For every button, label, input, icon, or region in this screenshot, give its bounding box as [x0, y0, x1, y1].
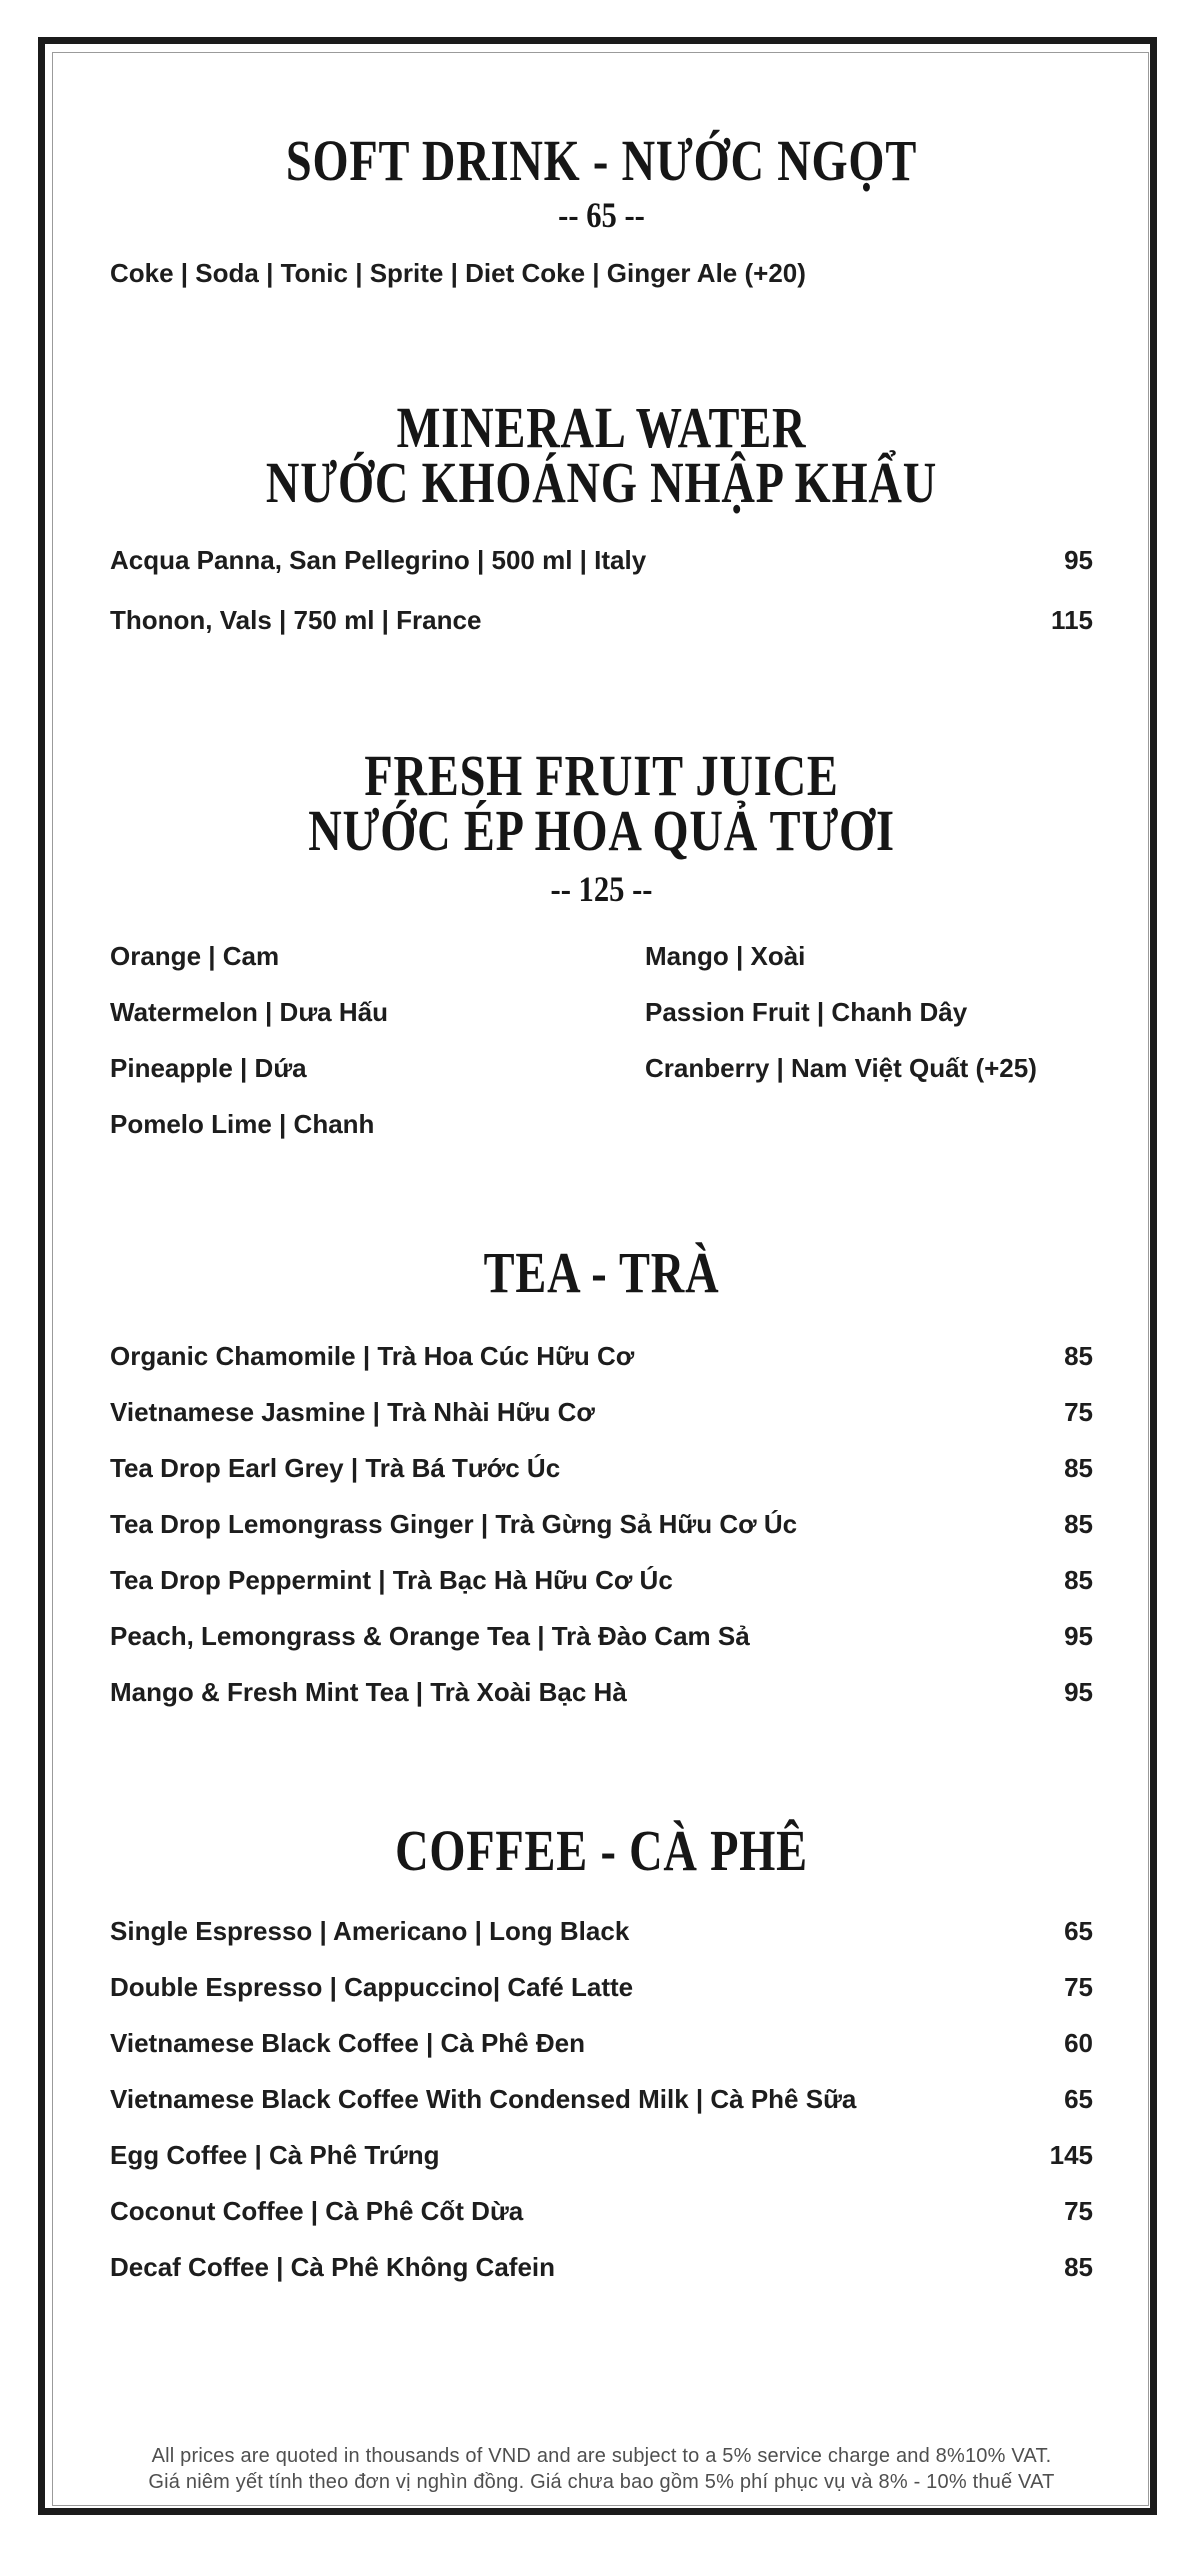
menu-item-price: 85 [1064, 1565, 1093, 1595]
section-title-mineral-water [208, 395, 994, 515]
section-title-coffee: COFFEE - CÀ PHÊ [395, 1818, 808, 1883]
section-title-fresh-fruit-juice [208, 743, 994, 863]
menu-item [110, 1395, 1093, 1429]
menu-item-price: 75 [1064, 1397, 1093, 1427]
section-mineral-water [110, 395, 1093, 637]
title-line-en: MINERAL WATER [396, 395, 807, 460]
menu-item-price: 65 [1064, 2084, 1093, 2114]
menu-item-name: Acqua Panna, San Pellegrino | 500 ml | Italy [110, 545, 647, 575]
section-price-note: -- 125 -- [550, 869, 653, 909]
footer-note [110, 2443, 1093, 2495]
menu-item-name: Watermelon | Dưa Hấu [110, 997, 388, 1027]
menu-item [110, 543, 1093, 577]
menu-item-name: Thonon, Vals | 750 ml | France [110, 605, 482, 635]
menu-item-price: 75 [1064, 1972, 1093, 2002]
menu-item-name: Pomelo Lime | Chanh [110, 1109, 375, 1139]
menu-item-name: Double Espresso | Cappuccino| Café Latte [110, 1972, 634, 2002]
menu-item-name: Tea Drop Earl Grey | Trà Bá Tước Úc [110, 1453, 561, 1483]
menu-item-name: Tea Drop Peppermint | Trà Bạc Hà Hữu Cơ Úc [110, 1565, 673, 1595]
juice-cell-empty [645, 1107, 1093, 1141]
section-fresh-fruit-juice [110, 743, 1093, 1141]
menu-item-name: Passion Fruit | Chanh Dây [645, 997, 968, 1027]
title-line-vi: NƯỚC ÉP HOA QUẢ TƯƠI [308, 798, 895, 863]
menu-item [110, 2138, 1093, 2172]
menu-items [110, 543, 1093, 637]
section-coffee [110, 1818, 1093, 2284]
menu-items [110, 1914, 1093, 2284]
menu-item-price: 85 [1064, 2252, 1093, 2282]
menu-item-price: 115 [1051, 605, 1093, 635]
section-price-note: -- 65 -- [558, 195, 645, 235]
menu-item-name: Mango | Xoài [645, 941, 806, 971]
juice-row [110, 995, 1093, 1029]
menu-item [110, 1339, 1093, 1373]
title-line-vi: NƯỚC KHOÁNG NHẬP KHẨU [265, 450, 938, 515]
footer-line-en: All prices are quoted in thousands of VND and are subject to a 5% service charge and 8%10% VAT. [151, 2445, 1052, 2467]
menu-item-price: 65 [1064, 1916, 1093, 1946]
menu-item [110, 2026, 1093, 2060]
menu-item-name: Coconut Coffee | Cà Phê Cốt Dừa [110, 2196, 524, 2226]
section-title-tea: TEA - TRÀ [483, 1240, 720, 1305]
section-title-soft-drink: SOFT DRINK - NƯỚC NGỌT [285, 128, 918, 193]
menu-item [110, 2082, 1093, 2116]
section-soft-drink [110, 128, 1093, 290]
menu-item-name: Cranberry | Nam Việt Quất (+25) [645, 1053, 1037, 1083]
menu-item-name: Vietnamese Black Coffee With Condensed Milk | Cà Phê Sữa [110, 2084, 857, 2114]
juice-row [110, 939, 1093, 973]
menu-item-name: Single Espresso | Americano | Long Black [110, 1916, 630, 1946]
menu-item-name: Tea Drop Lemongrass Ginger | Trà Gừng Sả Hữu Cơ Úc [110, 1509, 798, 1539]
menu-item-name: Vietnamese Jasmine | Trà Nhài Hữu Cơ [110, 1397, 595, 1427]
menu-item-name: Mango & Fresh Mint Tea | Trà Xoài Bạc Hà [110, 1677, 627, 1707]
menu-item [110, 2250, 1093, 2284]
juice-row [110, 1051, 1093, 1085]
menu-item [110, 1619, 1093, 1653]
menu-item [110, 1914, 1093, 1948]
section-tea [110, 1240, 1093, 1709]
menu-item-name: Vietnamese Black Coffee | Cà Phê Đen [110, 2028, 585, 2058]
footer-line-vi: Giá niêm yết tính theo đơn vị nghìn đồng. Giá chưa bao gồm 5% phí phục vụ và 8% - 10% thuế VAT [148, 2471, 1055, 2493]
menu-item [110, 603, 1093, 637]
menu-item [110, 1451, 1093, 1485]
menu-item-price: 145 [1049, 2140, 1093, 2170]
menu-item [110, 1970, 1093, 2004]
menu-item-name: Orange | Cam [110, 941, 280, 971]
menu-item-price: 95 [1064, 1677, 1093, 1707]
menu-item-name: Coke | Soda | Tonic | Sprite | Diet Coke | Ginger Ale (+20) [110, 258, 806, 288]
menu-item-name: Pineapple | Dứa [110, 1053, 307, 1083]
menu-item-price: 85 [1064, 1509, 1093, 1539]
menu-item-name: Egg Coffee | Cà Phê Trứng [110, 2140, 440, 2170]
menu-item-name: Peach, Lemongrass & Orange Tea | Trà Đào Cam Sả [110, 1621, 750, 1651]
juice-row [110, 1107, 1093, 1141]
menu-item-price: 85 [1064, 1341, 1093, 1371]
menu-item [110, 1675, 1093, 1709]
menu-item-price: 85 [1064, 1453, 1093, 1483]
menu-item-price: 75 [1064, 2196, 1093, 2226]
menu-content [110, 53, 1093, 2495]
menu-item [110, 2194, 1093, 2228]
menu-items [110, 1339, 1093, 1709]
menu-item-price: 60 [1064, 2028, 1093, 2058]
menu-item-price: 95 [1064, 545, 1093, 575]
menu-item-name: Decaf Coffee | Cà Phê Không Cafein [110, 2252, 556, 2282]
menu-item [110, 1507, 1093, 1541]
juice-columns [110, 939, 1093, 1141]
menu-item-name: Organic Chamomile | Trà Hoa Cúc Hữu Cơ [110, 1341, 635, 1371]
menu-item-price: 95 [1064, 1621, 1093, 1651]
title-line-en: FRESH FRUIT JUICE [364, 743, 839, 808]
menu-item [110, 1563, 1093, 1597]
